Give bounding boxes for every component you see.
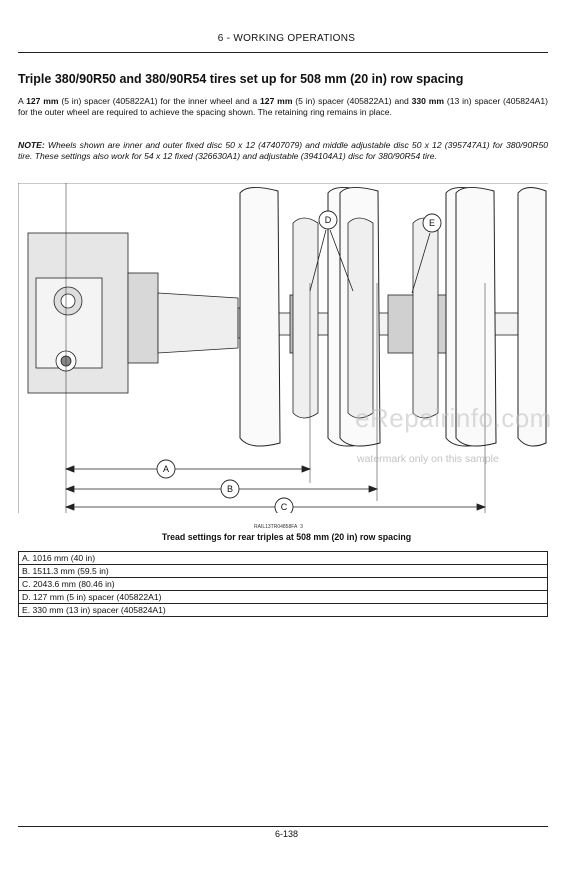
page-number: 6-138 [274,829,299,839]
figure-index: 3 [300,524,303,530]
legend-table [18,551,548,617]
callout-e-label: E [428,218,436,228]
intro-text-1: A [18,96,27,106]
legend-row [19,565,548,578]
figure-caption: Tread settings for rear triples at 508 mm (20 in) row spacing [161,532,412,542]
legend-cell: B. 1511.3 mm (59.5 in) [19,565,548,578]
section-title: Triple 380/90R50 and 380/90R54 tires set up for 508 mm (20 in) row spacing [18,72,464,86]
intro-bold-3: 330 mm [411,96,445,106]
legend-cell: E. 330 mm (13 in) spacer (405824A1) [19,604,548,617]
legend-cell: C. 2043.6 mm (80.46 in) [19,578,548,591]
legend-row [19,604,548,617]
intro-bold-2: 127 mm [260,96,293,106]
figure-id-code: RAIL13TR04858FA [254,524,298,530]
intro-text-4: (13 in) spacer (405824A1) for the outer wheel are required to achieve the spacing shown. The retaining ring remains in place. [18,96,548,117]
intro-paragraph [18,96,548,118]
watermark-text: eRepairinfo.com [355,403,552,433]
intro-text-2: (5 in) spacer (405822A1) for the inner wheel and a [58,96,261,106]
footer-rule [18,826,548,827]
watermark-subtext: watermark only on this sample [357,453,499,465]
legend-row [19,578,548,591]
legend-cell: D. 127 mm (5 in) spacer (405822A1) [19,591,548,604]
legend-row [19,552,548,565]
page-header: 6 - WORKING OPERATIONS [217,33,356,44]
intro-bold-1: 127 mm [26,96,59,106]
note-paragraph [18,140,548,162]
header-rule [18,52,548,53]
legend-cell: A. 1016 mm (40 in) [19,552,548,565]
callout-d-label: D [324,215,332,225]
dimension-c-label: C [280,502,288,512]
note-text: Wheels shown are inner and outer fixed disc 50 x 12 (47407079) and middle adjustable disc 50 x 12 (395747A1) for 380/90R50 tire. These settings also work for 54 x 12 fixed (326630A1) and adjustable (394104A1) disc for 380/90R54 tire. [18,140,548,161]
figure-id [254,524,303,530]
note-label: NOTE: [18,140,45,150]
legend-row [19,591,548,604]
intro-text-3: (5 in) spacer (405822A1) and [292,96,412,106]
dimension-b-label: B [226,484,234,494]
dimension-a-label: A [162,464,170,474]
